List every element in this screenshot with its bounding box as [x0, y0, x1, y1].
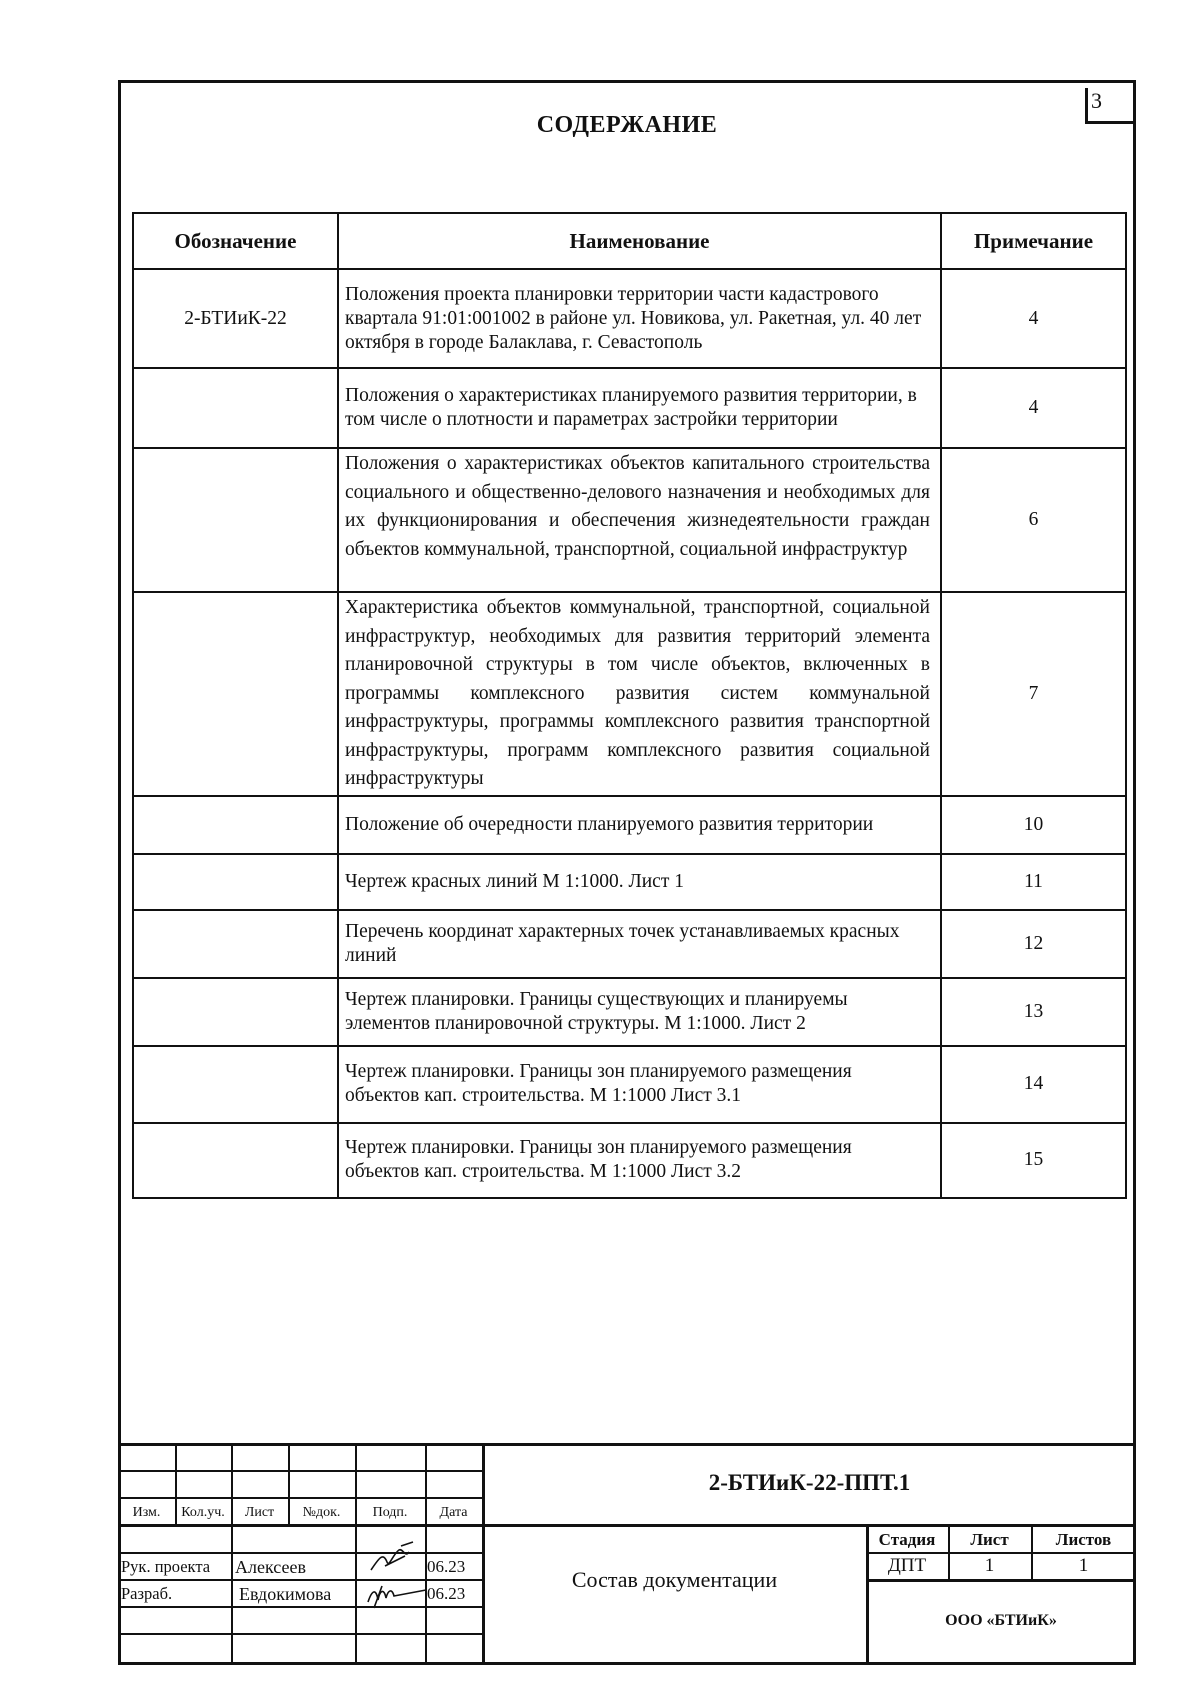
stamp-line	[118, 1552, 483, 1554]
row-code	[133, 1123, 338, 1198]
sheet-label: Лист	[970, 1530, 1009, 1549]
row-code	[133, 854, 338, 910]
table-row	[133, 854, 1126, 910]
table-row	[133, 592, 1126, 796]
table-row	[133, 978, 1126, 1046]
sheets-value: 1	[1078, 1555, 1089, 1576]
header-name: Наименование	[338, 213, 941, 269]
col-izm: Изм.	[132, 1505, 161, 1520]
stamp-line	[118, 1443, 1136, 1446]
row-name: Чертеж планировки. Границы существующих и планируемы элементов планировочной структуры. М 1:1000. Лист 2	[338, 978, 941, 1046]
row-page: 4	[941, 269, 1126, 368]
row-page: 11	[941, 854, 1126, 910]
row-code	[133, 368, 338, 448]
table-row	[133, 269, 1126, 368]
row-page: 6	[941, 448, 1126, 592]
date-lead: 06.23	[427, 1557, 466, 1576]
row-name: Характеристика объектов коммунальной, транспортной, социальной инфраструктур, необходимых для развития территорий элемента планировочной структуры в том числе объектов, включенных в программы комплексного развития систем коммунальной инфраструктуры, программы комплексного развития транспортной инфраструктуры, программ комплексного развития социальной инфраструктуры	[338, 592, 941, 796]
table-row	[133, 1123, 1126, 1198]
row-name: Перечень координат характерных точек устанавливаемых красных линий	[338, 910, 941, 978]
table-row	[133, 796, 1126, 854]
stamp-line	[425, 1443, 427, 1665]
document-title: Состав документации	[571, 1567, 778, 1592]
stamp-line	[118, 1633, 483, 1635]
sheet-number: 3	[1085, 88, 1135, 124]
header-note: Примечание	[941, 213, 1126, 269]
row-code	[133, 910, 338, 978]
stamp-line	[231, 1443, 233, 1665]
row-page: 15	[941, 1123, 1126, 1198]
row-name: Положение об очередности планируемого развития территории	[338, 796, 941, 854]
table-row	[133, 910, 1126, 978]
col-ndok: №док.	[302, 1505, 341, 1520]
col-data: Дата	[439, 1505, 468, 1520]
signature-developer	[360, 1580, 430, 1610]
row-page: 13	[941, 978, 1126, 1046]
row-code	[133, 1046, 338, 1123]
row-page: 12	[941, 910, 1126, 978]
stamp-line	[866, 1579, 1136, 1582]
row-page: 4	[941, 368, 1126, 448]
row-code	[133, 448, 338, 592]
stamp-line	[866, 1552, 1136, 1554]
role-developer: Разраб.	[121, 1584, 173, 1603]
date-developer: 06.23	[427, 1584, 466, 1603]
row-code: 2-БТИиК-22	[133, 269, 338, 368]
table-header-row	[133, 213, 1126, 269]
row-name: Положения о характеристиках объектов капитального строительства социального и общественно-делового назначения и необходимых для их функционирования и обеспечения жизнедеятельности граждан объектов коммунальной, транспортной, социальной инфраструктур	[338, 448, 941, 592]
page-title: СОДЕРЖАНИЕ	[536, 112, 718, 138]
name-developer: Евдокимова	[239, 1584, 332, 1604]
row-name: Чертеж планировки. Границы зон планируемого размещения объектов кап. строительства. М 1:1000 Лист 3.2	[338, 1123, 941, 1198]
row-page: 7	[941, 592, 1126, 796]
stamp-line	[355, 1443, 357, 1665]
document-code: 2-БТИиК-22-ППТ.1	[708, 1470, 911, 1495]
col-podp: Подп.	[372, 1505, 408, 1520]
organization-name: ООО «БТИиК»	[945, 1612, 1057, 1629]
stamp-line	[118, 1497, 483, 1499]
signature-lead	[365, 1540, 420, 1578]
sheet-value: 1	[984, 1555, 995, 1576]
table-row	[133, 368, 1126, 448]
row-name: Чертеж планировки. Границы зон планируемого размещения объектов кап. строительства. М 1:1000 Лист 3.1	[338, 1046, 941, 1123]
row-name: Положения о характеристиках планируемого развития территории, в том числе о плотности и параметрах застройки территории	[338, 368, 941, 448]
stage-label: Стадия	[878, 1530, 936, 1549]
contents-table	[132, 212, 1127, 1199]
name-lead: Алексеев	[235, 1557, 306, 1577]
row-page: 10	[941, 796, 1126, 854]
row-code	[133, 592, 338, 796]
table-row	[133, 448, 1126, 592]
table-row	[133, 1046, 1126, 1123]
stage-value: ДПТ	[887, 1555, 927, 1576]
col-list: Лист	[244, 1505, 275, 1520]
role-lead: Рук. проекта	[121, 1557, 211, 1576]
col-kol: Кол.уч.	[181, 1505, 225, 1520]
row-code	[133, 796, 338, 854]
row-name: Положения проекта планировки территории части кадастрового квартала 91:01:001002 в районе ул. Новикова, ул. Ракетная, ул. 40 лет октября в городе Балаклава, г. Севастополь	[338, 269, 941, 368]
sheets-label: Листов	[1055, 1530, 1112, 1549]
stamp-line	[118, 1470, 483, 1472]
row-page: 14	[941, 1046, 1126, 1123]
stamp-line	[118, 1524, 1136, 1527]
row-code	[133, 978, 338, 1046]
row-name: Чертеж красных линий М 1:1000. Лист 1	[338, 854, 941, 910]
header-code: Обозначение	[133, 213, 338, 269]
